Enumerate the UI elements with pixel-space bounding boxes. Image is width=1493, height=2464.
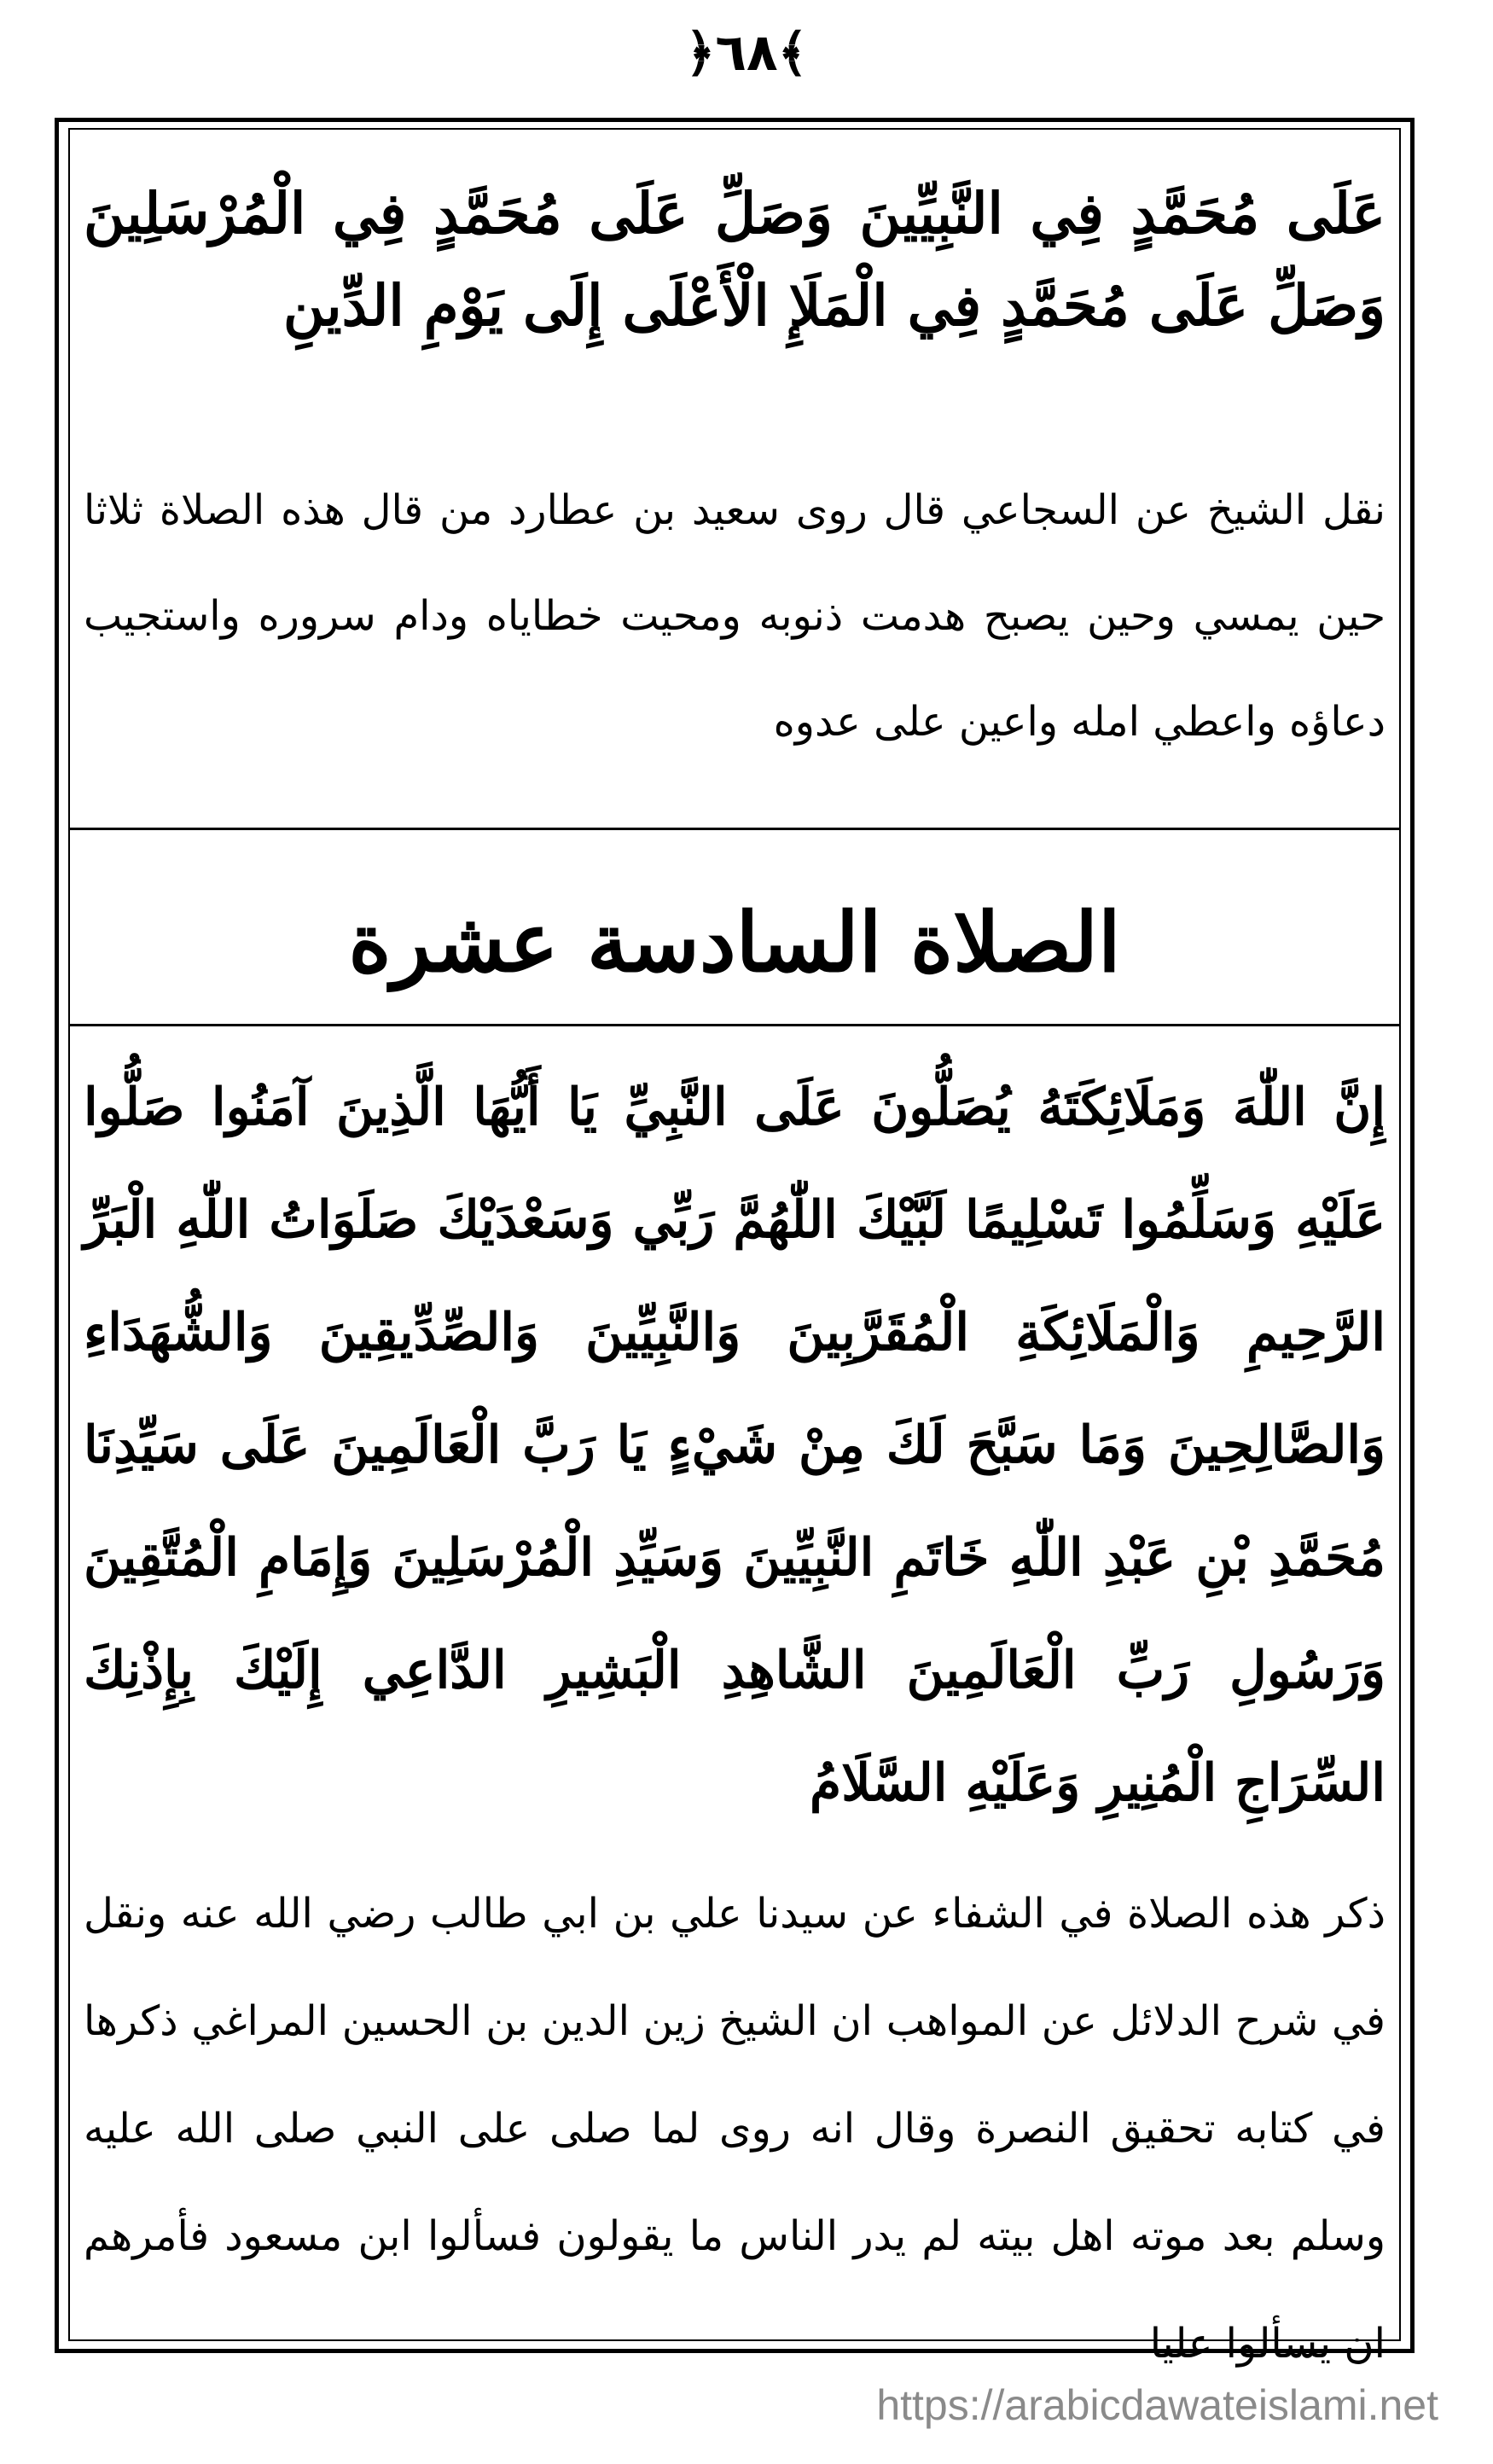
section-divider-bottom bbox=[70, 1024, 1399, 1026]
section-divider-top bbox=[70, 828, 1399, 830]
source-watermark: https://arabicdawateislami.net bbox=[876, 2381, 1438, 2429]
section-verse-block bbox=[70, 1051, 1399, 1853]
section-note-text: ذكر هذه الصلاة في الشفاء عن سيدنا علي بن ابي طالب رضي الله عنه ونقل في شرح الدلائل عن المواهب ان الشيخ زين الدين بن الحسين المراغي ذكرها في كتابه تحقيق النصرة وقال انه روى لما صلى على النبي صلى الله عليه وسلم بعد موته اهل بيته لم يدر الناس ما يقولون فسألوا ابن مسعود فأمرهم ان يسألوا عليا bbox=[84, 1890, 1386, 2368]
top-note-block bbox=[70, 457, 1399, 816]
section-note-block bbox=[70, 1860, 1399, 2368]
top-note-text: نقل الشيخ عن السجاعي قال روى سعيد بن عطارد من قال هذه الصلاة ثلاثا حين يمسي وحين يصبح هدمت ذنوبه ومحيت خطاياه ودام سروره واستجيب دعاؤه واعطي امله واعين على عدوه bbox=[84, 486, 1386, 746]
top-verse-block bbox=[70, 167, 1399, 457]
section-title: الصلاة السادسة عشرة bbox=[348, 894, 1121, 991]
top-verse-text: عَلَى مُحَمَّدٍ فِي النَّبِيِّينَ وَصَلِّ عَلَى مُحَمَّدٍ فِي الْمُرْسَلِينَ وَصَلِّ عَلَى مُحَمَّدٍ فِي الْمَلَإِ الْأَعْلَى إِلَى يَوْمِ الدِّينِ bbox=[84, 180, 1386, 339]
section-verse-text: إِنَّ اللّٰهَ وَمَلَائِكَتَهُ يُصَلُّونَ عَلَى النَّبِيِّ يَا أَيُّهَا الَّذِينَ آمَنُوا صَلُّوا عَلَيْهِ وَسَلِّمُوا تَسْلِيمًا لَبَّيْكَ اللّٰهُمَّ رَبِّي وَسَعْدَيْكَ صَلَوَاتُ اللّٰهِ الْبَرِّ الرَّحِيمِ وَالْمَلَائِكَةِ الْمُقَرَّبِينَ وَالنَّبِيِّينَ وَالصِّدِّيقِينَ وَالشُّهَدَاءِ وَالصَّالِحِينَ وَمَا سَبَّحَ لَكَ مِنْ شَيْءٍ يَا رَبَّ الْعَالَمِينَ عَلَى سَيِّدِنَا مُحَمَّدِ بْنِ عَبْدِ اللّٰهِ خَاتَمِ النَّبِيِّينَ وَسَيِّدِ الْمُرْسَلِينَ وَإِمَامِ الْمُتَّقِينَ وَرَسُولِ رَبِّ الْعَالَمِينَ الشَّاهِدِ الْبَشِيرِ الدَّاعِي إِلَيْكَ بِإِذْنِكَ السِّرَاجِ الْمُنِيرِ وَعَلَيْهِ السَّلَامُ bbox=[84, 1078, 1386, 1813]
page-number: ﴿٦٨﴾ bbox=[685, 23, 808, 83]
